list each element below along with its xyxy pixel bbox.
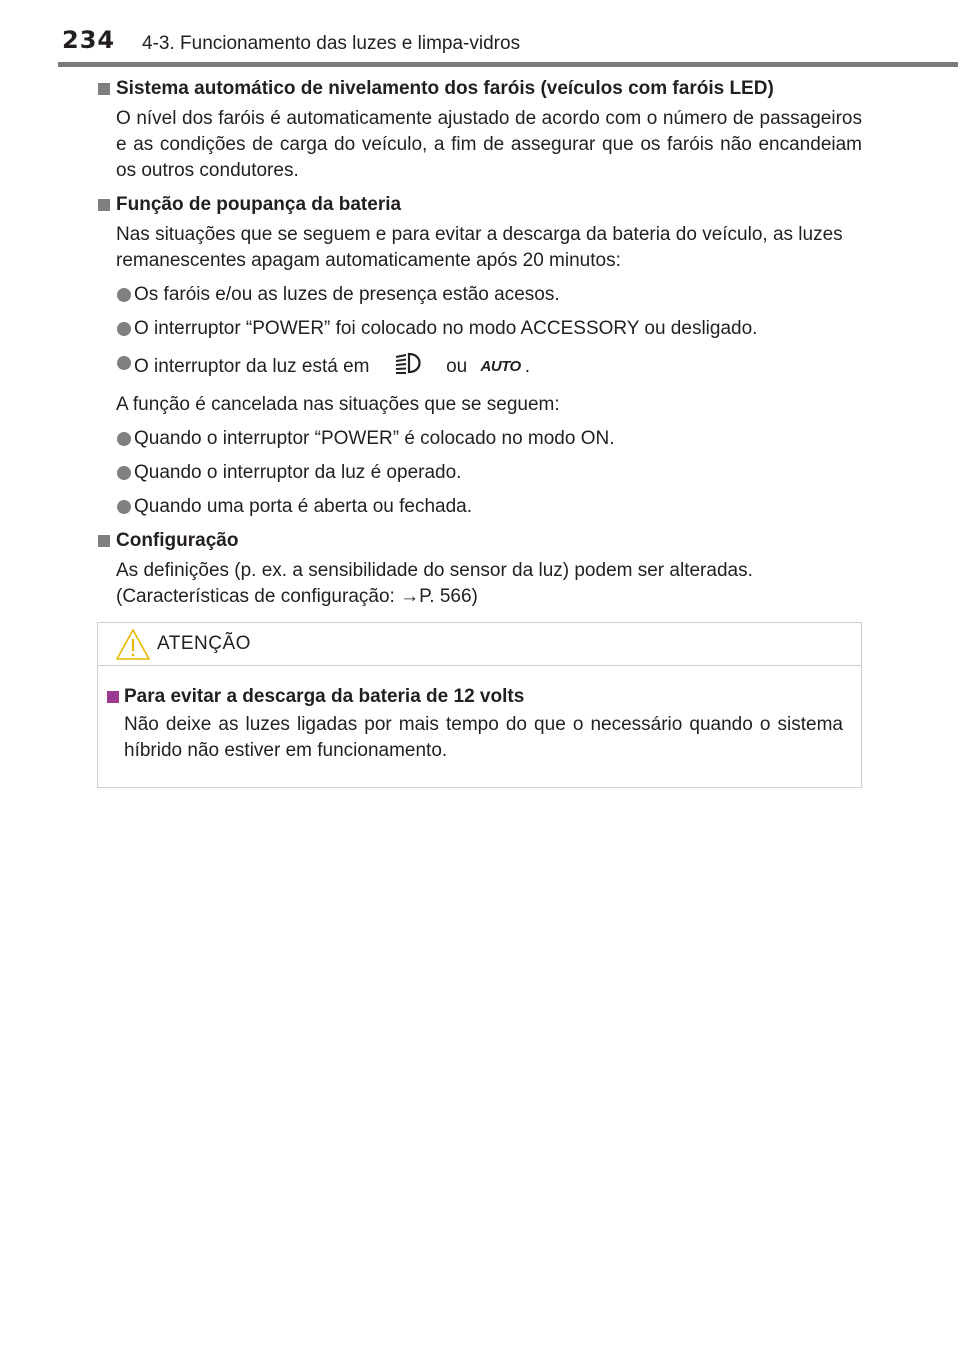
- list-item: Quando o interruptor da luz é operado.: [97, 460, 862, 486]
- list-item-switch-position: O interruptor da luz está em ou AUTO .: [97, 350, 862, 384]
- section-title-battery-saver: Função de poupança da bateria: [97, 192, 862, 218]
- section-config: [97, 528, 862, 610]
- headlight-icon: [393, 350, 427, 384]
- round-bullet-icon: [117, 432, 131, 446]
- round-bullet-icon: [117, 500, 131, 514]
- list-item: Os faróis e/ou as luzes de presença estão acesos.: [97, 282, 862, 308]
- attention-title: ATENÇÃO: [157, 633, 251, 654]
- square-bullet-icon: [107, 691, 119, 703]
- round-bullet-icon: [117, 322, 131, 336]
- config-reference: (Características de configuração: →P. 566): [116, 586, 478, 607]
- round-bullet-icon: [117, 288, 131, 302]
- header-rule: [58, 62, 958, 67]
- section-title-config: Configuração: [97, 528, 862, 554]
- cancel-intro: A função é cancelada nas situações que se seguem:: [116, 394, 560, 415]
- auto-icon: AUTO: [480, 358, 521, 375]
- page-ref-arrow-icon: →: [400, 586, 420, 607]
- main-content: [97, 76, 862, 614]
- attention-body: [98, 666, 861, 764]
- page-number: 234: [62, 26, 116, 54]
- list-item: Quando uma porta é aberta ou fechada.: [97, 494, 862, 520]
- round-bullet-icon: [117, 466, 131, 480]
- battery-saver-intro: Nas situações que se seguem e para evitar a descarga da bateria do veículo, as luzes remanescentes apagam automaticamente após 20 minutos:: [116, 224, 843, 271]
- square-bullet-icon: [98, 83, 110, 95]
- leveling-body: O nível dos faróis é automaticamente ajustado de acordo com o número de passageiros e as condições de carga do veículo, a fim de assegurar que os faróis não encandeiam os outros condutores.: [116, 108, 862, 181]
- attention-item-body: Não deixe as luzes ligadas por mais tempo do que o necessário quando o sistema híbrido não estiver em funcionamento.: [124, 714, 843, 761]
- section-leveling: [97, 76, 862, 184]
- square-bullet-icon: [98, 535, 110, 547]
- attention-item-title: Para evitar a descarga da bateria de 12 volts: [124, 686, 525, 707]
- page-header: [0, 0, 960, 70]
- section-battery-saver: [97, 192, 862, 520]
- warning-triangle-icon: [115, 628, 151, 667]
- attention-box: [97, 622, 862, 788]
- list-item: O interruptor “POWER” foi colocado no modo ACCESSORY ou desligado.: [97, 316, 862, 342]
- attention-header: [98, 623, 861, 666]
- chapter-title: 4-3. Funcionamento das luzes e limpa-vidros: [142, 33, 521, 54]
- round-bullet-icon: [117, 356, 131, 370]
- list-item: Quando o interruptor “POWER” é colocado no modo ON.: [97, 426, 862, 452]
- page-reference-link[interactable]: P. 566): [419, 586, 478, 607]
- section-title-leveling: Sistema automático de nivelamento dos faróis (veículos com faróis LED): [97, 76, 862, 102]
- config-body: As definições (p. ex. a sensibilidade do sensor da luz) podem ser alteradas.: [116, 560, 753, 581]
- square-bullet-icon: [98, 199, 110, 211]
